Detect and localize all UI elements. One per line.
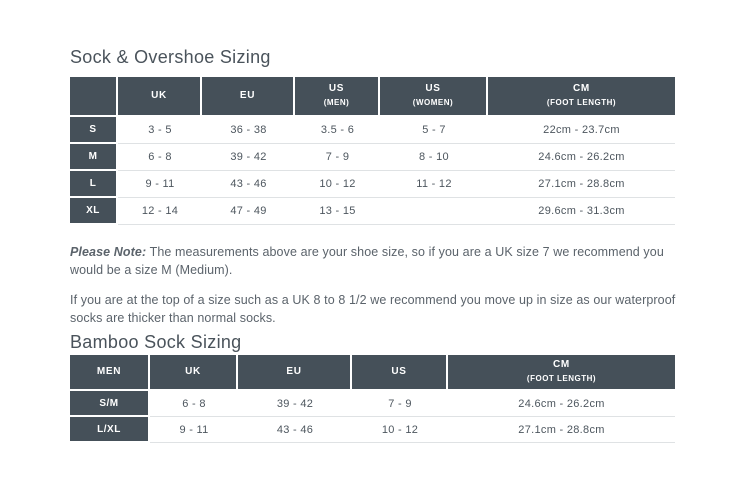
cell-cm: 27.1cm - 28.8cm [488,171,675,198]
cell-eu: 39 - 42 [238,391,352,417]
note-body: The measurements above are your shoe size, so if you are a UK size 7 we recommend you would be a size M (Medium). [70,245,664,277]
cell-us-women [380,198,488,225]
header-us-men-label: US [328,83,345,94]
header-cm [488,77,675,117]
cell-us-women: 11 - 12 [380,171,488,198]
header-cm-label: CM [553,359,570,370]
cell-uk: 12 - 14 [118,198,202,225]
cell-us-men: 3.5 - 6 [295,117,380,144]
header-men [70,355,150,391]
row-label-sm: S/M [70,391,150,417]
section-title-bamboo: Bamboo Sock Sizing [70,332,242,352]
row-label-m: M [70,144,118,171]
note-lead: Please Note: [70,245,147,259]
cell-uk: 9 - 11 [150,417,238,443]
cell-cm: 24.6cm - 26.2cm [448,391,675,417]
row-label-s: S [70,117,118,144]
cell-us-women: 8 - 10 [380,144,488,171]
cell-eu: 43 - 46 [238,417,352,443]
header-uk-label: UK [185,366,201,377]
cell-us: 10 - 12 [352,417,448,443]
bamboo-sock-table [70,355,675,443]
header-uk [118,77,202,117]
section-title-sock-overshoe: Sock & Overshoe Sizing [70,47,271,67]
header-us [352,355,448,391]
header-us-women [380,77,488,117]
table-row-m [70,144,675,171]
note-size-up: If you are at the top of a size such as a UK 8 to 8 1/2 we recommend you move up in size as our waterproof socks are thicker than normal socks. [70,293,676,325]
cell-uk: 6 - 8 [118,144,202,171]
cell-eu: 43 - 46 [202,171,295,198]
table-row-s [70,117,675,144]
header-us-men [295,77,380,117]
table-row-sm [70,391,675,417]
cell-us-men: 7 - 9 [295,144,380,171]
sock-overshoe-table [70,77,675,225]
cell-us-men: 10 - 12 [295,171,380,198]
cell-us-women: 5 - 7 [380,117,488,144]
header-cm-sublabel: (FOOT LENGTH) [526,374,597,383]
cell-cm: 24.6cm - 26.2cm [488,144,675,171]
header-eu [202,77,295,117]
cell-eu: 36 - 38 [202,117,295,144]
cell-uk: 9 - 11 [118,171,202,198]
header-cm [448,355,675,391]
cell-eu: 47 - 49 [202,198,295,225]
header-eu-label: EU [239,90,256,101]
cell-cm: 27.1cm - 28.8cm [448,417,675,443]
header-us-label: US [391,366,407,377]
cell-cm: 22cm - 23.7cm [488,117,675,144]
header-us-men-sublabel: (MEN) [323,98,350,107]
header-uk [150,355,238,391]
table-header-row [70,77,675,117]
row-label-xl: XL [70,198,118,225]
header-blank [70,77,118,117]
header-men-label: MEN [96,366,122,377]
header-eu [238,355,352,391]
header-uk-label: UK [151,90,167,101]
table-row-xl [70,198,675,225]
cell-us-men: 13 - 15 [295,198,380,225]
row-label-l: L [70,171,118,198]
cell-cm: 29.6cm - 31.3cm [488,198,675,225]
note-measurements [70,243,678,279]
cell-eu: 39 - 42 [202,144,295,171]
header-us-women-sublabel: (WOMEN) [412,98,454,107]
header-eu-label: EU [286,366,302,377]
table-row-lxl [70,417,675,443]
cell-uk: 6 - 8 [150,391,238,417]
table-row-l [70,171,675,198]
header-cm-label: CM [573,83,590,94]
header-cm-sublabel: (FOOT LENGTH) [546,98,617,107]
cell-us: 7 - 9 [352,391,448,417]
cell-uk: 3 - 5 [118,117,202,144]
header-us-women-label: US [425,83,441,94]
row-label-lxl: L/XL [70,417,150,443]
table-header-row [70,355,675,391]
